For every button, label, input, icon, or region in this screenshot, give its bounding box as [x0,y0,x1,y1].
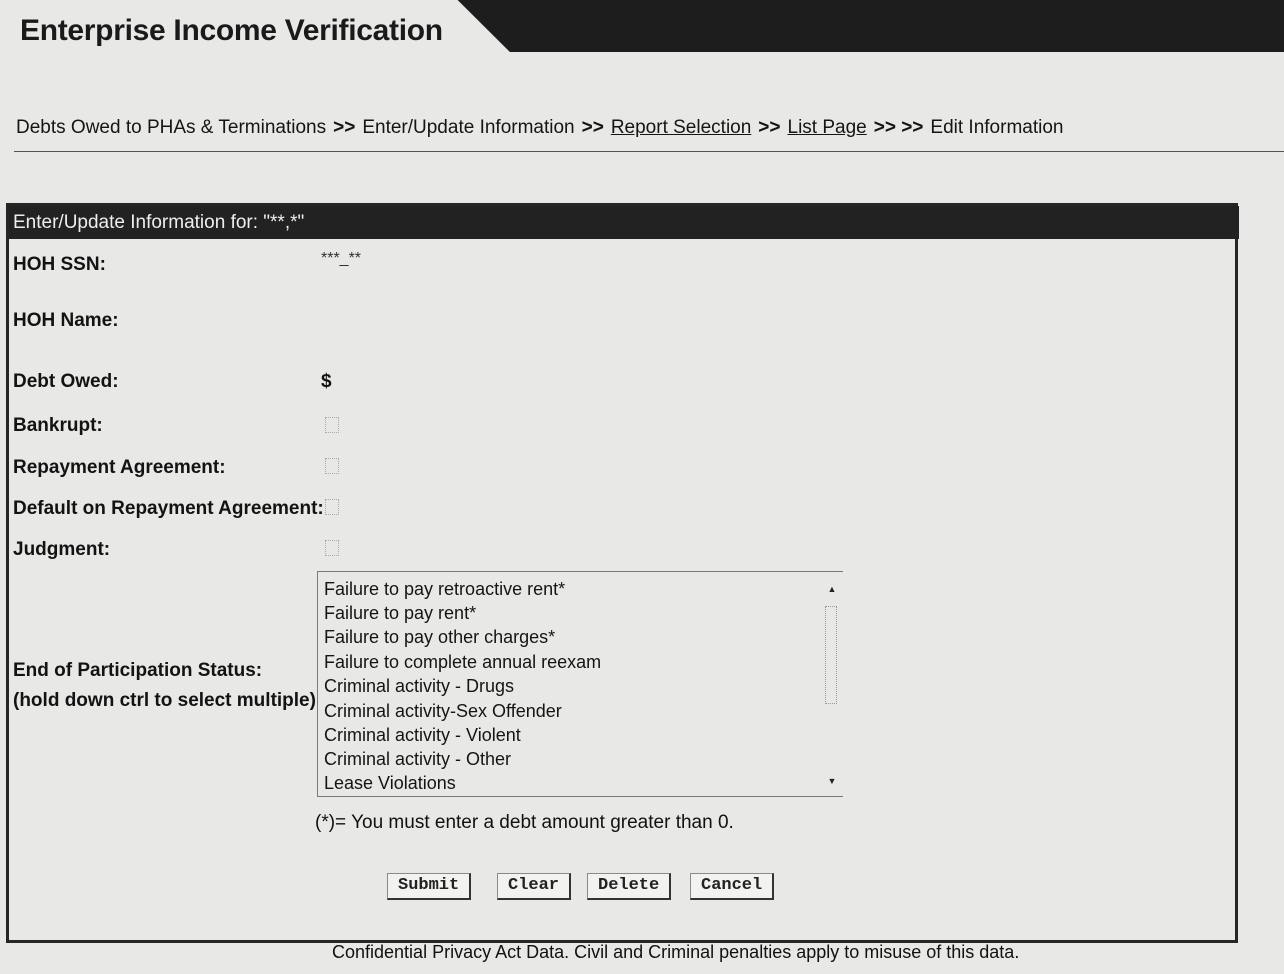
list-item[interactable]: Criminal activity - Other [324,749,512,769]
judgment-label: Judgment: [13,539,111,560]
end-of-participation-listbox[interactable] [317,571,843,797]
list-item[interactable]: Failure to pay retroactive rent* [324,579,566,599]
list-item[interactable]: Criminal activity - Drugs [324,676,515,696]
edit-information-panel [6,203,1238,943]
repayment-agreement-label: Repayment Agreement: [13,457,226,478]
breadcrumb-separator: >> [581,117,604,138]
breadcrumb-enter-update: Enter/Update Information [362,117,575,138]
hoh-name-label: HOH Name: [13,310,119,331]
scroll-thumb[interactable] [825,606,837,704]
app-title: Enterprise Income Verification [20,14,443,47]
cancel-button[interactable]: Cancel [690,873,774,900]
list-item[interactable]: Failure to pay other charges* [324,627,556,647]
scroll-down-arrow-icon[interactable]: ▼ [827,776,837,786]
breadcrumb-report-selection-link[interactable]: Report Selection [610,117,752,138]
breadcrumb-debts-owed: Debts Owed to PHAs & Terminations [16,117,327,138]
breadcrumb-divider [14,151,1284,152]
list-item[interactable]: Criminal activity-Sex Offender [324,701,562,721]
privacy-footer: Confidential Privacy Act Data. Civil and Criminal penalties apply to misuse of this data. [332,942,1020,962]
repayment-agreement-checkbox[interactable] [325,458,339,474]
debt-owed-label: Debt Owed: [13,371,119,392]
judgment-checkbox[interactable] [325,540,339,556]
bankrupt-checkbox[interactable] [325,417,339,433]
submit-button[interactable]: Submit [387,873,471,900]
hoh-ssn-value: ***_** [321,250,362,267]
clear-button[interactable]: Clear [497,873,571,900]
breadcrumb [16,117,1063,139]
end-of-participation-label: End of Participation Status: [13,660,263,681]
app-header [0,0,1284,92]
breadcrumb-edit-information: Edit Information [930,117,1064,138]
breadcrumb-separator: >> [333,117,356,138]
scroll-up-arrow-icon[interactable]: ▲ [827,584,837,594]
listbox-scrollbar[interactable] [821,572,843,796]
header-dark-band [440,0,1284,52]
delete-button[interactable]: Delete [587,873,671,900]
list-item[interactable]: Failure to complete annual reexam [324,652,602,672]
hoh-ssn-label: HOH SSN: [13,254,106,275]
breadcrumb-separator: >> >> [873,117,924,138]
breadcrumb-list-page-link[interactable]: List Page [787,117,867,138]
default-repayment-label: Default on Repayment Agreement: [13,498,324,519]
list-item[interactable]: Criminal activity - Violent [324,725,521,745]
list-item[interactable]: Failure to pay rent* [324,603,477,623]
default-repayment-checkbox[interactable] [325,499,339,515]
panel-header: Enter/Update Information for: "**,*" [9,206,1239,239]
debt-amount-note: (*)= You must enter a debt amount greater than 0. [315,812,734,833]
list-item[interactable]: Lease Violations [324,773,456,793]
bankrupt-label: Bankrupt: [13,415,103,436]
breadcrumb-separator: >> [758,117,781,138]
debt-owed-currency: $ [321,371,332,392]
end-of-participation-hint: (hold down ctrl to select multiple) [13,690,316,711]
